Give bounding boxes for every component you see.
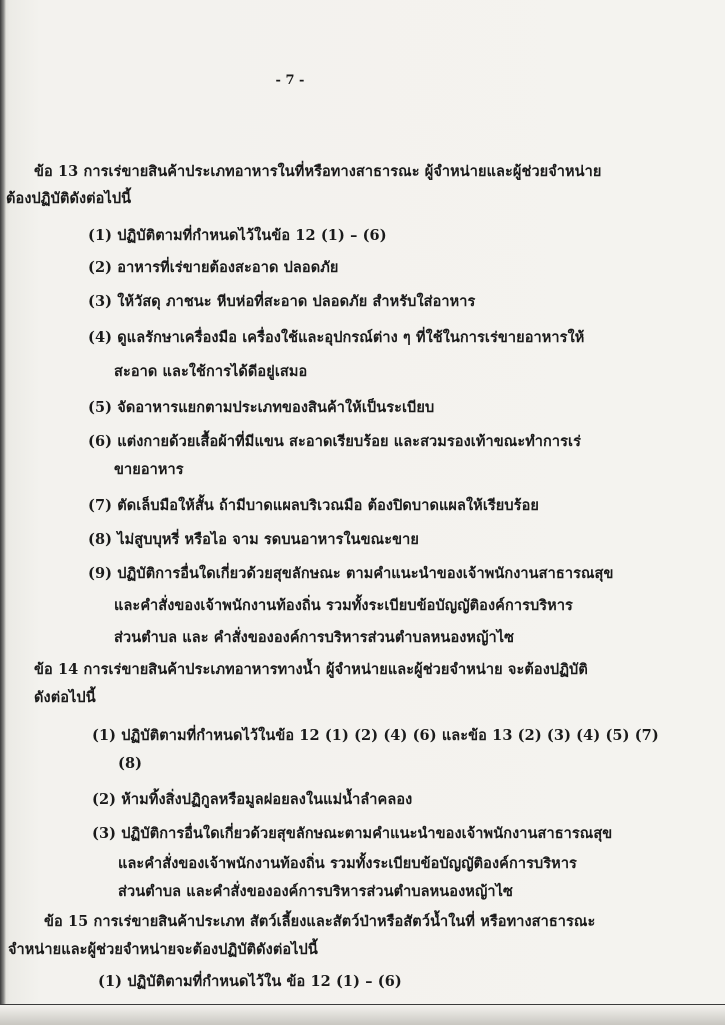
clause-14-item-1-cont: (8) (118, 755, 143, 772)
clause-13-item-9-cont-2: ส่วนตำบล และ คำสั่งขององค์การบริหารส่วนตำบลหนองหญ้าไซ (114, 629, 515, 646)
clause-14-item-1: (1) ปฏิบัติตามที่กำหนดไว้ในข้อ 12 (1) (2) (4) (6) และข้อ 13 (2) (3) (4) (5) (7) (92, 727, 659, 744)
clause-13-item-4: (4) ดูแลรักษาเครื่องมือ เครื่องใช้และอุปกรณ์ต่าง ๆ ที่ใช้ในการเร่ขายอาหารให้ (88, 329, 585, 346)
clause-13-item-3: (3) ให้วัสดุ ภาชนะ หีบห่อที่สะอาด ปลอดภัย สำหรับใส่อาหาร (88, 293, 476, 310)
clause-14-heading-cont: ดังต่อไปนี้ (34, 689, 96, 706)
clause-15-heading: ข้อ 15 การเร่ขายสินค้าประเภท สัตว์เลี้ยงและสัตว์ป่าหรือสัตว์น้ำในที่ หรือทางสาธารณะ (44, 913, 596, 930)
clause-15-item-1: (1) ปฏิบัติตามที่กำหนดไว้ใน ข้อ 12 (1) – (6) (98, 973, 402, 990)
clause-13-item-4-cont: สะอาด และใช้การได้ดีอยู่เสมอ (114, 363, 308, 380)
clause-13-item-8: (8) ไม่สูบบุหรี่ หรือไอ จาม รดบนอาหารในขณะขาย (88, 531, 419, 548)
clause-13-item-7: (7) ตัดเล็บมือให้สั้น ถ้ามีบาดแผลบริเวณมือ ต้องปิดบาดแผลให้เรียบร้อย (88, 497, 539, 514)
clause-13-item-9-cont-1: และคำสั่งของเจ้าพนักงานท้องถิ่น รวมทั้งระเบียบข้อบัญญัติองค์การบริหาร (114, 597, 573, 614)
page-number: - 7 - (275, 73, 305, 88)
clause-13-heading-cont: ต้องปฏิบัติดังต่อไปนี้ (6, 190, 132, 207)
clause-13-heading: ข้อ 13 การเร่ขายสินค้าประเภทอาหารในที่หรือทางสาธารณะ ผู้จำหน่ายและผู้ช่วยจำหน่าย (34, 163, 602, 180)
clause-14-heading: ข้อ 14 การเร่ขายสินค้าประเภทอาหารทางน้ำ ผู้จำหน่ายและผู้ช่วยจำหน่าย จะต้องปฏิบัติ (34, 661, 588, 678)
clause-13-item-6: (6) แต่งกายด้วยเสื้อผ้าที่มีแขน สะอาดเรียบร้อย และสวมรองเท้าขณะทำการเร่ (88, 433, 581, 450)
clause-15-heading-cont: จำหน่ายและผู้ช่วยจำหน่ายจะต้องปฏิบัติดังต่อไปนี้ (8, 941, 318, 958)
clause-13-item-5: (5) จัดอาหารแยกตามประเภทของสินค้าให้เป็นระเบียบ (88, 399, 435, 416)
clause-14-item-2: (2) ห้ามทิ้งสิ่งปฏิกูลหรือมูลฝอยลงในแม่น้ำลำคลอง (92, 791, 413, 808)
clause-14-item-3-cont-2: ส่วนตำบล และคำสั่งขององค์การบริหารส่วนตำบลหนองหญ้าไซ (118, 883, 513, 900)
clause-13-item-9: (9) ปฏิบัติการอื่นใดเกี่ยวด้วยสุขลักษณะ ตามคำแนะนำของเจ้าพนักงานสาธารณสุข (88, 565, 614, 582)
binding-shadow (0, 0, 6, 1024)
clause-13-item-6-cont: ขายอาหาร (114, 461, 184, 478)
clause-13-item-1: (1) ปฏิบัติตามที่กำหนดไว้ในข้อ 12 (1) – (6) (88, 227, 387, 244)
clause-13-item-2: (2) อาหารที่เร่ขายต้องสะอาด ปลอดภัย (88, 259, 339, 276)
clause-14-item-3: (3) ปฏิบัติการอื่นใดเกี่ยวด้วยสุขลักษณะตามคำแนะนำของเจ้าพนักงานสาธารณสุข (92, 825, 613, 842)
clause-14-item-3-cont-1: และคำสั่งของเจ้าพนักงานท้องถิ่น รวมทั้งระเบียบข้อบัญญัติองค์การบริหาร (118, 855, 577, 872)
page-bottom-edge (0, 1004, 725, 1025)
